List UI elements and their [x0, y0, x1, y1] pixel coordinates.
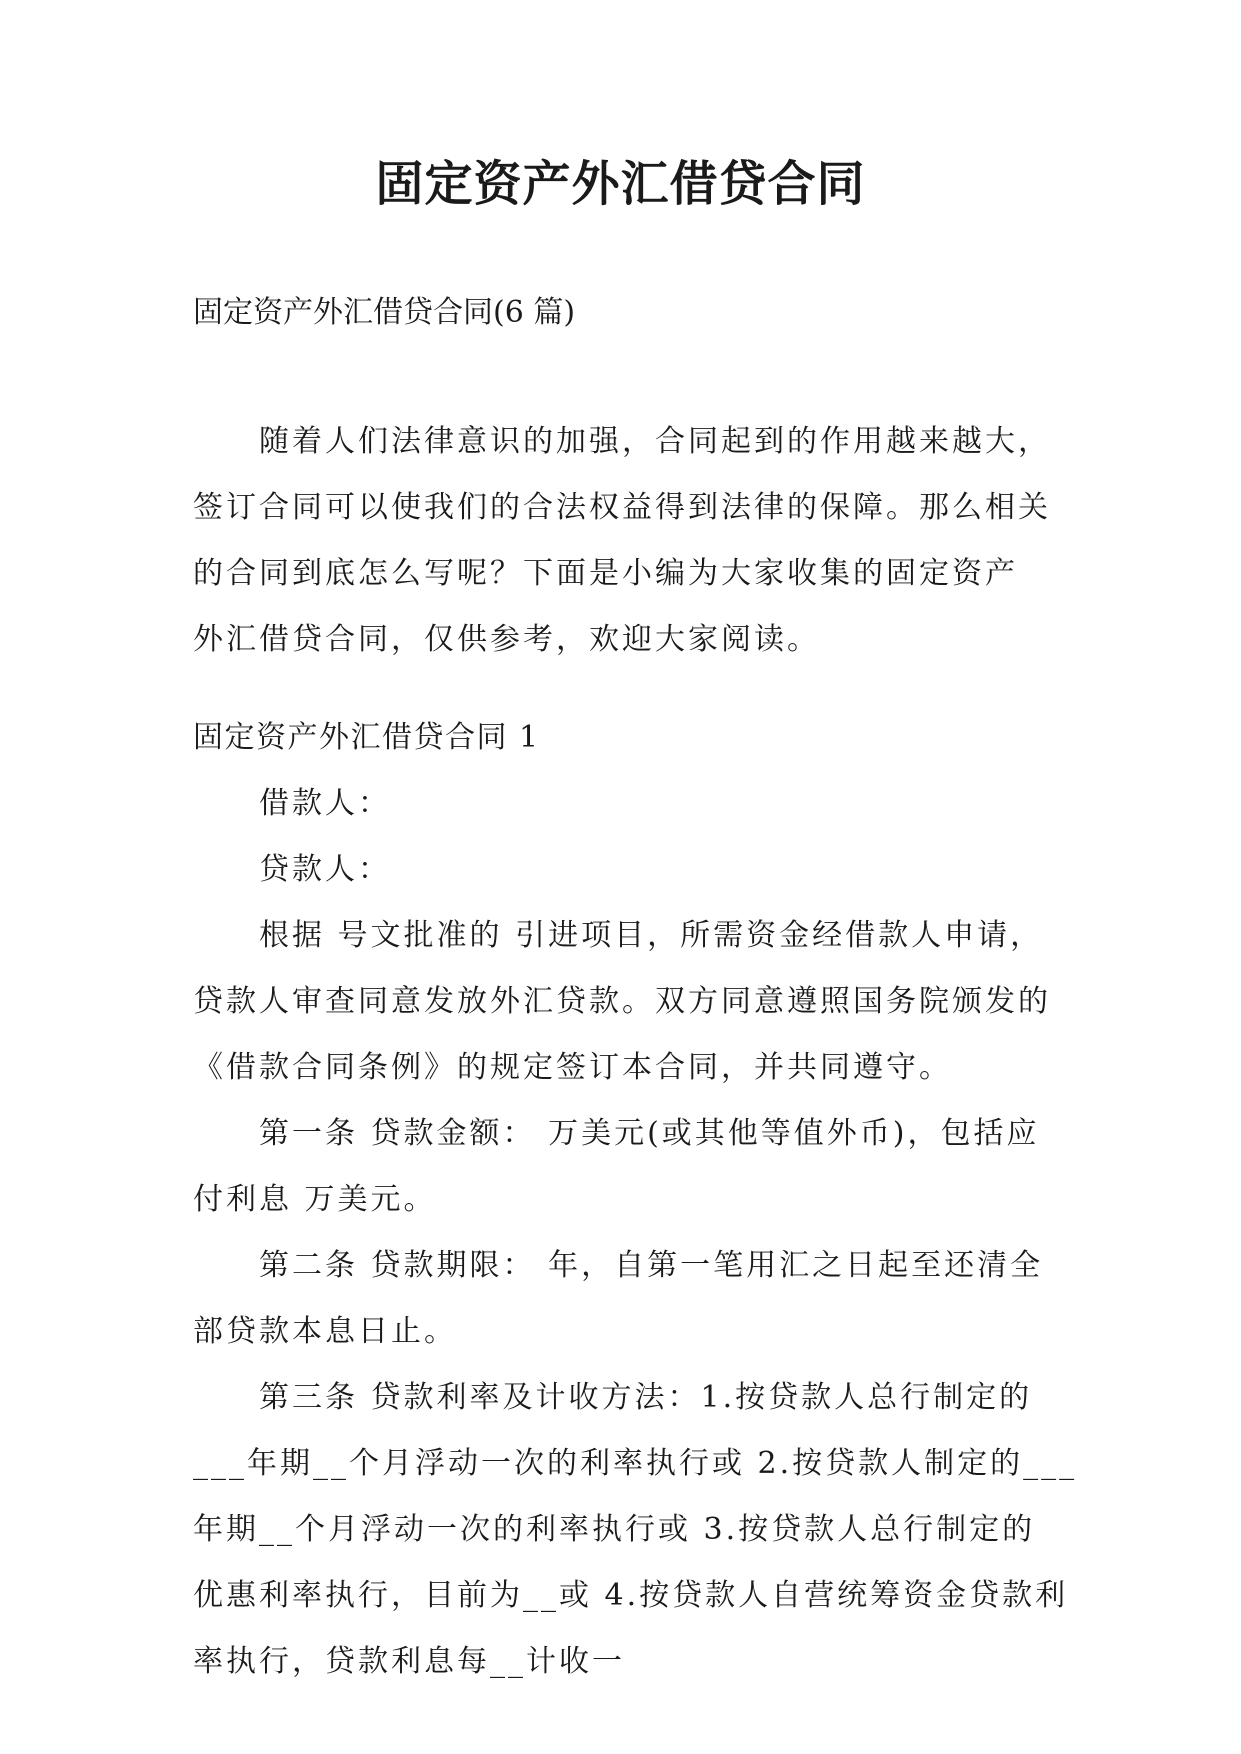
article-3-line: 率执行，贷款利息每__计收一 [193, 1644, 625, 1679]
contract-section [193, 705, 1078, 1695]
borrower-line: 借款人： [259, 786, 391, 821]
contract-line: 贷款人审查同意发放外汇贷款。双方同意遵照国务院颁发的 [193, 984, 1051, 1019]
contract-line: 《借款合同条例》的规定签订本合同，并共同遵守。 [193, 1050, 952, 1085]
article-2-line: 部贷款本息日止。 [193, 1314, 457, 1349]
intro-line: 的合同到底怎么写呢？下面是小编为大家收集的固定资产 [193, 556, 1018, 591]
intro-line: 随着人们法律意识的加强，合同起到的作用越来越大， [259, 424, 1051, 459]
intro-paragraph [193, 409, 1073, 673]
article-3-line: ___年期__个月浮动一次的利率执行或 2.按贷款人制定的___ [193, 1446, 1078, 1481]
article-2-line: 第二条 贷款期限： 年，自第一笔用汇之日起至还清全 [259, 1248, 1044, 1283]
article-3-line: 优惠利率执行，目前为__或 4.按贷款人自营统筹资金贷款利 [193, 1578, 1069, 1613]
article-1-line: 第一条 贷款金额： 万美元(或其他等值外币)，包括应 [259, 1116, 1040, 1151]
intro-line: 外汇借贷合同，仅供参考，欢迎大家阅读。 [193, 622, 820, 657]
contract-heading: 固定资产外汇借贷合同 1 [193, 720, 540, 755]
document-subtitle: 固定资产外汇借贷合同(6 篇) [193, 295, 576, 330]
document-title: 固定资产外汇借贷合同 [375, 156, 866, 212]
article-1-line: 付利息 万美元。 [193, 1182, 437, 1217]
article-3-line: 第三条 贷款利率及计收方法：1.按贷款人总行制定的 [259, 1380, 1033, 1415]
lender-line: 贷款人： [259, 852, 391, 887]
contract-line: 根据 号文批准的 引进项目，所需资金经借款人申请， [259, 918, 1044, 953]
article-3-line: 年期__个月浮动一次的利率执行或 3.按贷款人总行制定的 [193, 1512, 1036, 1547]
intro-line: 签订合同可以使我们的合法权益得到法律的保障。那么相关 [193, 490, 1051, 525]
